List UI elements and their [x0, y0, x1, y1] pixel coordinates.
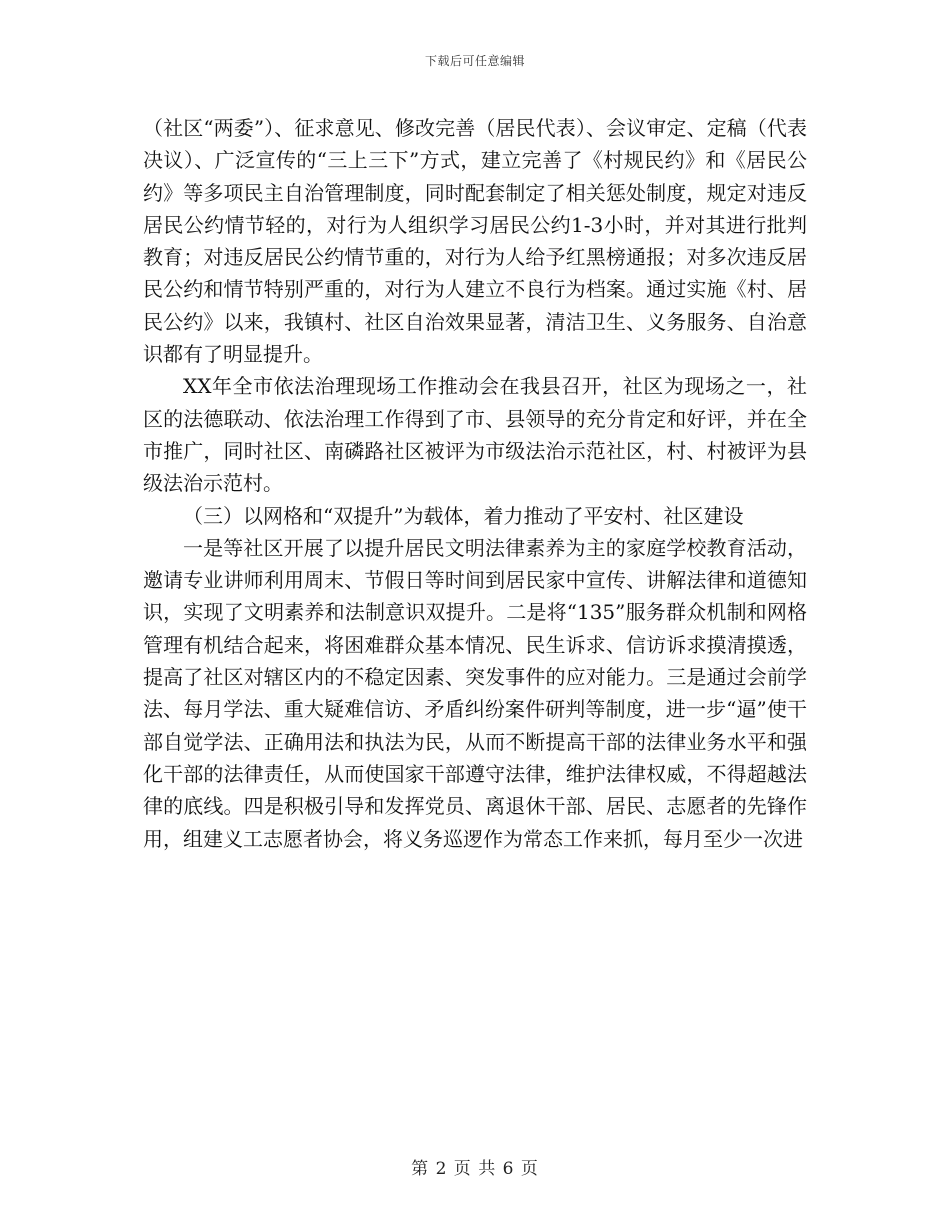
- section-heading: （三）以网格和“双提升”为载体，着力推动了平安村、社区建设: [183, 503, 744, 528]
- page-number: 第 2 页 共 6 页: [411, 1159, 539, 1179]
- page-header: 下载后可任意编辑: [424, 54, 525, 68]
- document-body: [143, 112, 807, 855]
- paragraph-meeting: XX年全市依法治理现场工作推动会在我县召开，社区为现场之一，社区的法德联动、依法治理工作得到了市、县领导的充分肯定和好评，并在全市推广，同时社区、南磷路社区被评为市级法治示范社区，村、村被评为县级法治示范村。: [143, 374, 807, 496]
- paragraph-continued: （社区“两委”）、征求意见、修改完善（居民代表）、会议审定、定稿（代表决议）、广泛宣传的“三上三下”方式，建立完善了《村规民约》和《居民公约》等多项民主自治管理制度，同时配套制定了相关惩处制度，规定对违反居民公约情节轻的，对行为人组织学习居民公约1-3小时，并对其进行批判教育；对违反居民公约情节重的，对行为人给予红黑榜通报；对多次违反居民公约和情节特别严重的，对行为人建立不良行为档案。通过实施《村、居民公约》以来，我镇村、社区自治效果显著，清洁卫生、义务服务、自治意识都有了明显提升。: [143, 116, 807, 367]
- paragraph-measures: 一是等社区开展了以提升居民文明法律素养为主的家庭学校教育活动，邀请专业讲师利用周末、节假日等时间到居民家中宣传、讲解法律和道德知识，实现了文明素养和法制意识双提升。二是将“135”服务群众机制和网格管理有机结合起来，将困难群众基本情况、民生诉求、信访诉求摸清摸透，提高了社区对辖区内的不稳定因素、突发事件的应对能力。三是通过会前学法、每月学法、重大疑难信访、矛盾纠纷案件研判等制度，进一步“逼”使干部自觉学法、正确用法和执法为民，从而不断提高干部的法律业务水平和强化干部的法律责任，从而使国家干部遵守法律，维护法律权威，不得超越法律的底线。四是积极引导和发挥党员、离退休干部、居民、志愿者的先锋作用，组建义工志愿者协会，将义务巡逻作为常态工作来抓，每月至少一次进: [143, 535, 807, 851]
